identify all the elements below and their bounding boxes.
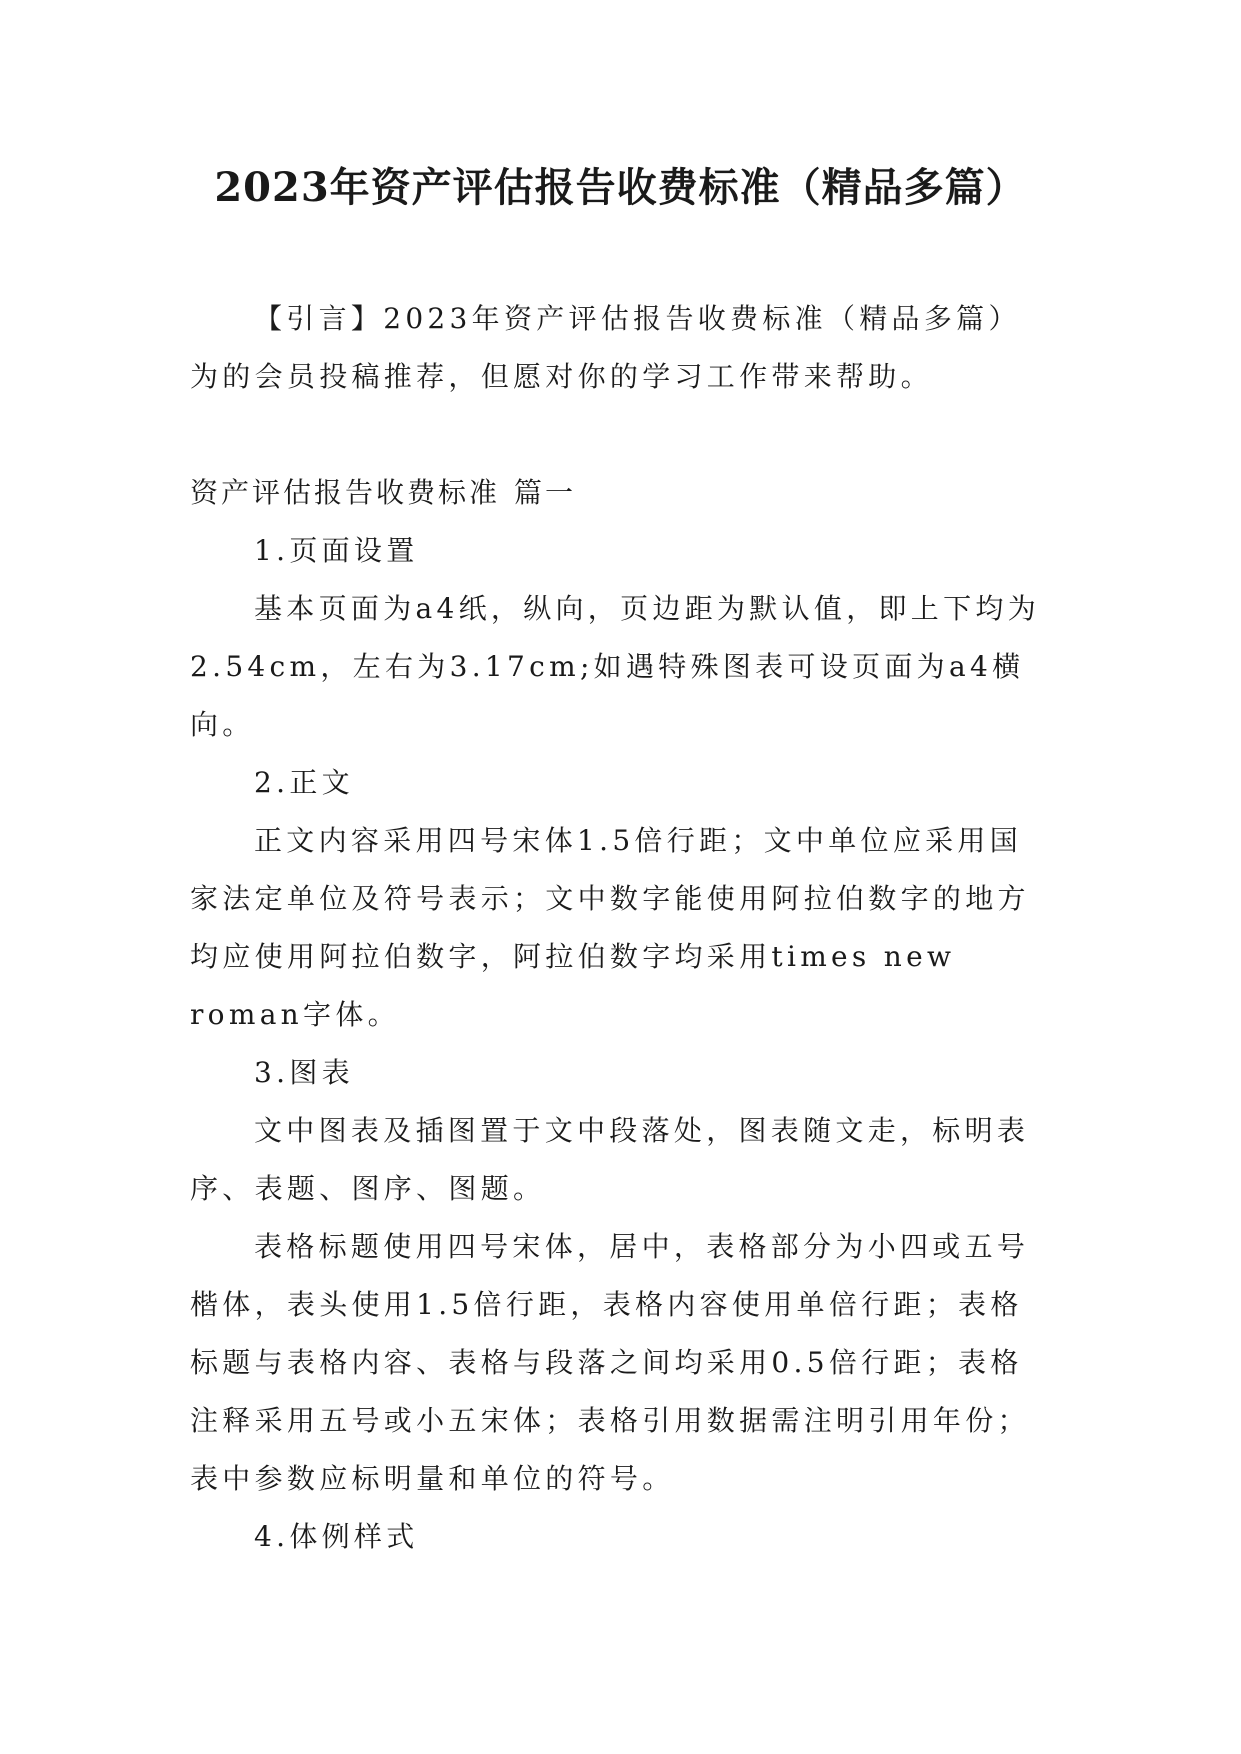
intro-paragraph: 【引言】2023年资产评估报告收费标准（精品多篇）为的会员投稿推荐，但愿对你的学习工作带来帮助。 (190, 302, 1021, 393)
paragraph-charts: 文中图表及插图置于文中段落处，图表随文走，标明表序、表题、图序、图题。 (190, 1114, 1030, 1205)
heading-style: 4.体例样式 (254, 1520, 419, 1553)
paragraph-body-text: 正文内容采用四号宋体1.5倍行距；文中单位应采用国家法定单位及符号表示；文中数字能使用阿拉伯数字的地方均应使用阿拉伯数字，阿拉伯数字均采用times new roman字体。 (190, 824, 1030, 1031)
heading-charts: 3.图表 (254, 1056, 354, 1089)
section-heading-title: 资产评估报告收费标准 (190, 476, 501, 509)
paragraph-page-setup: 基本页面为a4纸，纵向，页边距为默认值，即上下均为2.54cm，左右为3.17cm;如遇特殊图表可设页面为a4横向。 (190, 592, 1041, 741)
section-heading-part: 篇一 (514, 476, 577, 509)
heading-body-text: 2.正文 (254, 766, 354, 799)
paragraph-tables: 表格标题使用四号宋体，居中，表格部分为小四或五号楷体，表头使用1.5倍行距，表格内容使用单倍行距；表格标题与表格内容、表格与段落之间均采用0.5倍行距；表格注释采用五号或小五宋体；表格引用数据需注明引用年份；表中参数应标明量和单位的符号。 (190, 1230, 1030, 1495)
heading-page-setup: 1.页面设置 (254, 534, 419, 567)
section-heading (190, 464, 1050, 522)
document-title: 2023年资产评估报告收费标准（精品多篇） (214, 164, 1027, 211)
document-body (190, 290, 1050, 1566)
